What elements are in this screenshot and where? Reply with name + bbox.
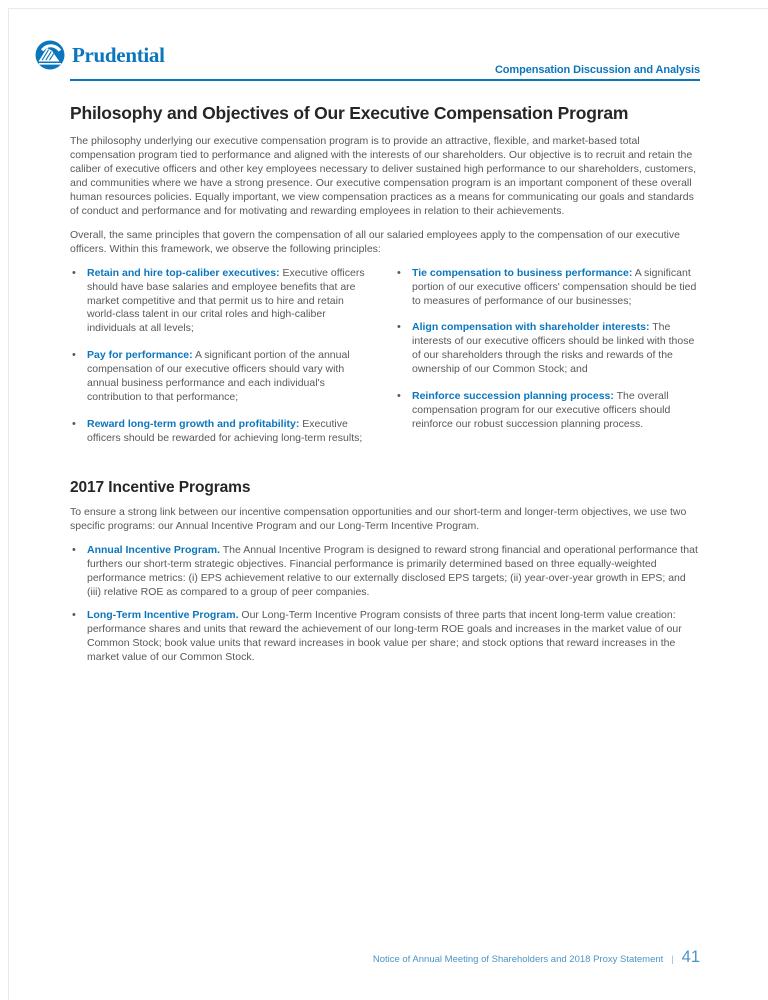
principle-retain-hire	[70, 267, 375, 337]
long-term-incentive-program-item	[70, 609, 700, 665]
bullet-text: A significant portion of our executive officers' compensation should be tied to measures of performance of our businesses;	[412, 266, 697, 307]
section1-paragraph-2: Overall, the same principles that govern the compensation of all our salaried employees apply to the compensation of our executive officers. Within this framework, we observe the following principles:	[70, 228, 680, 255]
principle-tie-compensation	[395, 267, 700, 309]
bullet-lead: Retain and hire top-caliber executives:	[87, 266, 280, 279]
annual-incentive-program-item	[70, 544, 700, 600]
bullet-text: The interests of our executive officers should be linked with those of our shareholders through the risks and rewards of the ownership of our Common Stock; and	[412, 321, 695, 376]
page-content	[70, 103, 700, 674]
bullet-text: Executive officers should be rewarded for achieving long-term results;	[87, 418, 363, 445]
principle-reinforce-succession	[395, 390, 700, 432]
principles-list-right	[395, 267, 700, 433]
running-header: Compensation Discussion and Analysis	[494, 64, 700, 76]
incentive-programs-list	[70, 544, 700, 665]
principle-pay-for-performance	[70, 349, 375, 405]
principles-columns	[70, 267, 700, 459]
bullet-text: The Annual Incentive Program is designed to reward strong financial and operational performance that furthers our short-term strategic objectives. Financial performance is primarily determined based on three equally-weighted performance metrics: (i) EPS achievement relative to our externally disclosed EPS targets; (ii) year-over-year growth in EPS; and (iii) relative ROE as compared to a group of peer companies.	[87, 544, 698, 598]
header-rule	[70, 79, 700, 81]
bullet-lead: Long-Term Incentive Program.	[87, 608, 239, 621]
principle-reward-long-term	[70, 418, 375, 446]
bullet-text: A significant portion of the annual compensation of our executive officers should vary with annual business performance and each individual's contribution to that performance;	[87, 349, 350, 404]
prudential-rock-icon	[35, 40, 65, 70]
footer-text: Notice of Annual Meeting of Shareholders and 2018 Proxy Statement	[372, 954, 664, 965]
bullet-lead: Reward long-term growth and profitability:	[87, 418, 300, 431]
bullet-lead: Reinforce succession planning process:	[412, 390, 614, 403]
bullet-lead: Tie compensation to business performance:	[412, 266, 633, 279]
prudential-logo	[35, 40, 165, 70]
bullet-lead: Pay for performance:	[87, 349, 193, 362]
bullet-lead: Annual Incentive Program.	[87, 544, 221, 557]
bullet-text: Executive officers should have base salaries and employee benefits that are market competitive and that permit us to hire and retain world-class talent in our crital roles and high-caliber individuals at all levels;	[87, 266, 365, 335]
principles-list-left	[70, 267, 375, 446]
footer-separator: |	[671, 954, 674, 964]
section2-intro: To ensure a strong link between our incentive compensation opportunities and our short-term and longer-term objectives, we use two specific programs: our Annual Incentive Program and our Long-Term Incentive Program.	[70, 506, 687, 533]
bullet-lead: Align compensation with shareholder interests:	[412, 321, 650, 334]
page-footer	[373, 948, 700, 967]
section1-paragraph-1: The philosophy underlying our executive compensation program is to provide an attractive, flexible, and market-based total compensation program tied to performance and aligned with the interests of our shareholders. Our objective is to recruit and retain the caliber of executive officers and other key employees necessary to deliver sustained high performance to our shareholders, customers, and communities where we have a strong presence. Our executive compensation program is an important component of these overall human resources policies. Equally important, we view compensation practices as a means for communicating our goals and standards of conduct and performance and for motivating and rewarding employees in relation to their achievements.	[70, 135, 697, 217]
principle-align-shareholder	[395, 321, 700, 377]
section1-title: Philosophy and Objectives of Our Executive Compensation Program	[70, 103, 629, 123]
bullet-text: Our Long-Term Incentive Program consists of three parts that incent long-term value creation: performance shares and units that reward the achievement of our long-term ROE goals and increases in the market value of our Common Stock; book value units that reward increases in book value per share; and stock options that reward increases in the market value of our Common Stock.	[87, 608, 682, 663]
page-header	[35, 38, 700, 82]
principles-column-right	[395, 267, 700, 459]
page-number: 41	[681, 948, 700, 966]
bullet-text: The overall compensation program for our executive officers should reinforce our robust succession planning process.	[412, 390, 671, 431]
principles-column-left	[70, 267, 375, 459]
brand-wordmark: Prudential	[72, 42, 165, 67]
section2-title: 2017 Incentive Programs	[70, 479, 251, 497]
